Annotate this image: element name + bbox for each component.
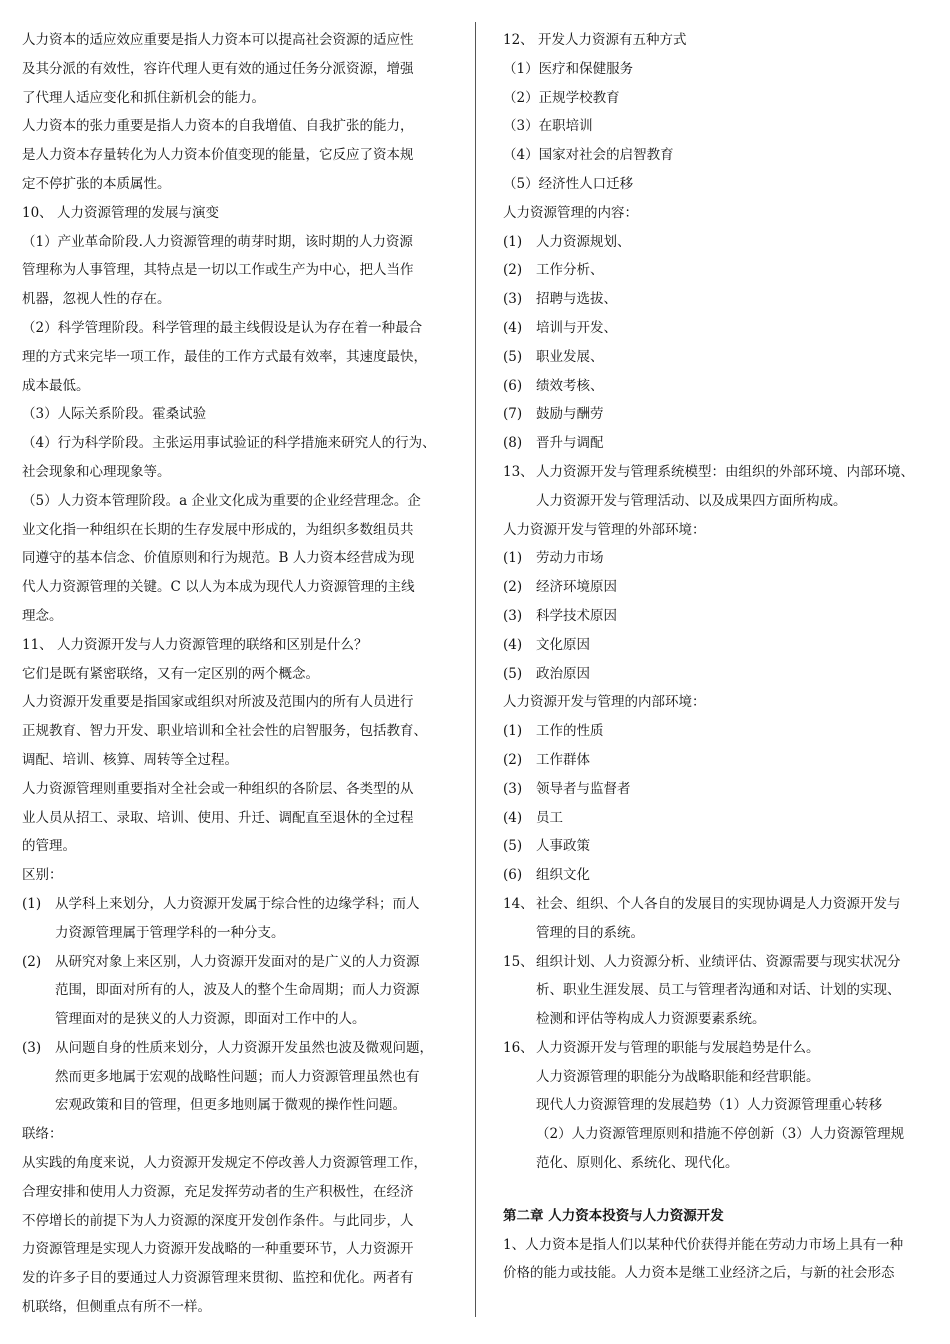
- text-line: [22, 631, 454, 660]
- text-line: [22, 285, 454, 314]
- line-text: 经济环境原因: [536, 579, 617, 596]
- line-text: （2）正规学校教育: [503, 89, 620, 106]
- line-text: 人力资源管理的内容：: [503, 204, 638, 221]
- line-text: 招聘与选拔、: [536, 291, 617, 308]
- text-line: [503, 26, 931, 55]
- text-line: [22, 717, 454, 746]
- text-line: [22, 660, 454, 689]
- line-text: 人力资源管理的职能分为战略职能和经营职能。: [536, 1068, 820, 1085]
- list-number: (4): [503, 636, 523, 653]
- line-text: 从实践的角度来说，人力资源开发规定不停改善人力资源管理工作，: [22, 1155, 427, 1172]
- list-number: (5): [503, 838, 523, 855]
- text-line: [503, 544, 931, 573]
- line-text: 发的许多子目的要通过人力资源管理来贯彻、监控和优化。两者有: [22, 1270, 414, 1287]
- line-text: 工作的性质: [536, 723, 604, 740]
- text-line: [22, 1264, 454, 1293]
- text-line: [22, 55, 454, 84]
- text-line: [22, 429, 454, 458]
- text-line: [22, 458, 454, 487]
- text-line: [503, 746, 931, 775]
- text-line: [22, 919, 454, 948]
- text-line: [503, 832, 931, 861]
- text-line: [503, 861, 931, 890]
- line-text: 职业发展、: [536, 348, 604, 365]
- line-text: （1）产业革命阶段.人力资源管理的萌芽时期，该时期的人力资源: [22, 233, 413, 250]
- text-line: [22, 976, 454, 1005]
- text-line: [22, 775, 454, 804]
- text-line: [503, 84, 931, 113]
- text-line: [22, 948, 454, 977]
- line-text: 业人员从招工、录取、培训、使用、升迁、调配直至退休的全过程: [22, 809, 414, 826]
- text-line: [22, 602, 454, 631]
- text-line: [503, 1149, 931, 1178]
- line-text: 是人力资本存量转化为人力资本价值变现的能量，它反应了资本规: [22, 147, 414, 164]
- list-number: (2): [503, 262, 523, 279]
- text-line: [503, 112, 931, 141]
- text-line: [503, 429, 931, 458]
- line-text: 正规教育、智力开发、职业培训和全社会性的启智服务，包括教育、: [22, 723, 427, 740]
- text-line: [503, 1259, 931, 1288]
- text-line: [22, 199, 454, 228]
- text-line: [22, 343, 454, 372]
- text-line: [503, 314, 931, 343]
- line-text: 不停增长的前提下为人力资源的深度开发创作条件。与此同步，人: [22, 1212, 414, 1229]
- text-line: [503, 1063, 931, 1092]
- text-line: [503, 400, 931, 429]
- text-line: [22, 1293, 454, 1322]
- list-number: 14、: [503, 895, 534, 912]
- text-line: [503, 55, 931, 84]
- line-text: 管理的目的系统。: [536, 924, 644, 941]
- text-line: [503, 573, 931, 602]
- line-text: 人力资源开发重要是指国家或组织对所波及范围内的所有人员进行: [22, 694, 414, 711]
- text-line: [503, 717, 931, 746]
- text-line: [22, 1034, 454, 1063]
- text-line: [503, 660, 931, 689]
- left-text-column: [22, 26, 454, 1322]
- line-text: 范围，即面对所有的人，波及人的整个生命周期；而人力资源: [55, 982, 420, 999]
- line-text: 社会现象和心理现象等。: [22, 463, 171, 480]
- line-text: 劳动力市场: [536, 550, 604, 567]
- list-number: 13、: [503, 463, 534, 480]
- text-line: [503, 1120, 931, 1149]
- line-text: （5）经济性人口迁移: [503, 175, 634, 192]
- text-line: [503, 343, 931, 372]
- text-line: [503, 170, 931, 199]
- text-line: [22, 688, 454, 717]
- line-text: 区别：: [22, 867, 63, 884]
- text-line: [22, 1207, 454, 1236]
- list-number: (8): [503, 435, 523, 452]
- list-number: (1): [503, 550, 523, 567]
- text-line: [22, 1178, 454, 1207]
- line-text: （5）人力资本管理阶段。a 企业文化成为重要的企业经营理念。企: [22, 492, 421, 509]
- line-text: 政治原因: [536, 665, 590, 682]
- list-number: (2): [22, 953, 42, 970]
- line-text: 人事政策: [536, 838, 590, 855]
- text-line: [503, 285, 931, 314]
- line-text: 社会、组织、个人各自的发展目的实现协调是人力资源开发与: [536, 895, 901, 912]
- text-line: [22, 746, 454, 775]
- line-text: 晋升与调配: [536, 435, 604, 452]
- line-text: 管理称为人事管理，其特点是一切以工作或生产为中心，把人当作: [22, 262, 414, 279]
- text-line: [503, 631, 931, 660]
- line-text: （2）科学管理阶段。科学管理的最主线假设是认为存在着一种最合: [22, 319, 423, 336]
- line-text: 力资源管理是实现人力资源开发战略的一种重要环节，人力资源开: [22, 1241, 414, 1258]
- line-text: 及其分派的有效性，容许代理人更有效的通过任务分派资源，增强: [22, 60, 414, 77]
- chapter-heading: [503, 1202, 931, 1231]
- list-number: (1): [22, 895, 42, 912]
- line-text: 人力资源规划、: [536, 233, 631, 250]
- line-text: 调配、培训、核算、周转等全过程。: [22, 751, 238, 768]
- text-line: [22, 314, 454, 343]
- text-line: [22, 861, 454, 890]
- text-line: [22, 544, 454, 573]
- line-text: 管理面对的是狭义的人力资源，即面对工作中的人。: [55, 1011, 366, 1028]
- text-line: [22, 1149, 454, 1178]
- text-line: [503, 804, 931, 833]
- text-line: [503, 199, 931, 228]
- text-line: [22, 573, 454, 602]
- line-text: 组织计划、人力资源分析、业绩评估、资源需要与现实状况分: [536, 953, 901, 970]
- list-number: (5): [503, 665, 523, 682]
- line-text: （3）在职培训: [503, 118, 593, 135]
- line-text: 联络：: [22, 1126, 63, 1143]
- text-line: [503, 890, 931, 919]
- list-number: (2): [503, 579, 523, 596]
- line-text: 人力资源管理则重要指对全社会或一种组织的各阶层、各类型的从: [22, 780, 414, 797]
- text-line: [503, 688, 931, 717]
- list-number: (1): [503, 233, 523, 250]
- line-text: 理念。: [22, 607, 63, 624]
- text-line: [503, 1231, 931, 1260]
- list-number: (3): [22, 1039, 42, 1056]
- text-line: [503, 1034, 931, 1063]
- line-text: 价格的能力或技能。人力资本是继工业经济之后，与新的社会形态: [503, 1265, 895, 1282]
- line-text: 了代理人适应变化和抓住新机会的能力。: [22, 89, 265, 106]
- text-line: [503, 948, 931, 977]
- text-line: [22, 1120, 454, 1149]
- line-text: 从问题自身的性质来划分，人力资源开发虽然也波及微观问题，: [55, 1039, 433, 1056]
- list-number: (4): [503, 319, 523, 336]
- line-text: 领导者与监督者: [536, 780, 631, 797]
- line-text: 定不停扩张的本质属性。: [22, 175, 171, 192]
- line-text: 工作群体: [536, 751, 590, 768]
- line-text: 鼓励与酬劳: [536, 406, 604, 423]
- line-text: （3）人际关系阶段。霍桑试验: [22, 406, 207, 423]
- line-text: 员工: [536, 809, 563, 826]
- column-divider: [475, 22, 476, 1317]
- line-text: 人力资源开发与管理的职能与发展趋势是什么。: [536, 1039, 820, 1056]
- text-line: [503, 487, 931, 516]
- text-line: [22, 400, 454, 429]
- line-text: 10、 人力资源管理的发展与演变: [22, 204, 219, 221]
- text-line: [22, 372, 454, 401]
- line-text: 人力资本的张力重要是指人力资本的自我增值、自我扩张的能力，: [22, 118, 414, 135]
- line-text: 第二章 人力资本投资与人力资源开发: [503, 1207, 724, 1224]
- line-text: 人力资源开发与管理的外部环境：: [503, 521, 706, 538]
- line-text: （4）国家对社会的启智教育: [503, 147, 674, 164]
- line-text: 现代人力资源管理的发展趋势（1）人力资源管理重心转移: [536, 1097, 883, 1114]
- text-line: [503, 1005, 931, 1034]
- line-text: 人力资本的适应效应重要是指人力资本可以提高社会资源的适应性: [22, 32, 414, 48]
- line-text: 析、职业生涯发展、员工与管理者沟通和对话、计划的实现、: [536, 982, 901, 999]
- line-text: 代人力资源管理的关键。C 以人为本成为现代人力资源管理的主线: [22, 579, 415, 596]
- text-line: [22, 170, 454, 199]
- line-text: 12、 开发人力资源有五种方式: [503, 32, 687, 48]
- list-number: (6): [503, 867, 523, 884]
- text-line: [22, 84, 454, 113]
- text-line: [22, 1005, 454, 1034]
- line-text: 机联络，但侧重点有所不一样。: [22, 1299, 211, 1316]
- right-text-column: [503, 26, 931, 1288]
- list-number: (3): [503, 291, 523, 308]
- list-number: (6): [503, 377, 523, 394]
- text-line: [22, 1235, 454, 1264]
- line-text: 宏观政策和目的管理，但更多地则属于微观的操作性问题。: [55, 1097, 406, 1114]
- line-text: 人力资源开发与管理系统模型：由组织的外部环境、内部环境、: [536, 463, 914, 480]
- text-line: [503, 775, 931, 804]
- text-line: [503, 228, 931, 257]
- text-line: [22, 804, 454, 833]
- list-number: 16、: [503, 1039, 534, 1056]
- list-number: (5): [503, 348, 523, 365]
- line-text: 检测和评估等构成人力资源要素系统。: [536, 1011, 766, 1028]
- text-line: [503, 372, 931, 401]
- line-text: 培训与开发、: [536, 319, 617, 336]
- list-number: (2): [503, 751, 523, 768]
- line-text: 力资源管理属于管理学科的一种分支。: [55, 924, 285, 941]
- line-text: （2）人力资源管理原则和措施不停创新（3）人力资源管理规: [536, 1126, 905, 1143]
- line-text: 11、 人力资源开发与人力资源管理的联络和区别是什么？: [22, 636, 368, 653]
- line-text: （4）行为科学阶段。主张运用事试验证的科学措施来研究人的行为、: [22, 435, 436, 452]
- text-line: [22, 112, 454, 141]
- text-line: [22, 1063, 454, 1092]
- line-text: 人力资源开发与管理的内部环境：: [503, 694, 706, 711]
- text-line: [22, 26, 454, 55]
- line-text: 合理安排和使用人力资源，充足发挥劳动者的生产积极性，在经济: [22, 1183, 414, 1200]
- text-line: [503, 976, 931, 1005]
- text-line: [503, 458, 931, 487]
- list-number: (1): [503, 723, 523, 740]
- text-line: [503, 1091, 931, 1120]
- line-text: （1）医疗和保健服务: [503, 60, 634, 77]
- text-line: [503, 256, 931, 285]
- line-text: 机器，忽视人性的存在。: [22, 291, 171, 308]
- text-line: [22, 516, 454, 545]
- list-number: 15、: [503, 953, 534, 970]
- line-text: 绩效考核、: [536, 377, 604, 394]
- text-line: [22, 890, 454, 919]
- line-text: 理的方式来完毕一项工作，最佳的工作方式最有效率，其速度最快，: [22, 348, 427, 365]
- line-text: 人力资源开发与管理活动、以及成果四方面所构成。: [536, 492, 847, 509]
- line-text: 组织文化: [536, 867, 590, 884]
- line-text: 文化原因: [536, 636, 590, 653]
- list-number: (3): [503, 780, 523, 797]
- text-line: [22, 141, 454, 170]
- list-number: (4): [503, 809, 523, 826]
- text-line: [22, 1091, 454, 1120]
- section-spacer: [503, 1178, 931, 1202]
- line-text: 成本最低。: [22, 377, 90, 394]
- text-line: [22, 487, 454, 516]
- line-text: 工作分析、: [536, 262, 604, 279]
- text-line: [503, 919, 931, 948]
- line-text: 它们是既有紧密联络，又有一定区别的两个概念。: [22, 665, 319, 682]
- text-line: [503, 602, 931, 631]
- line-text: 科学技术原因: [536, 607, 617, 624]
- text-line: [503, 141, 931, 170]
- line-text: 的管理。: [22, 838, 76, 855]
- line-text: 然而更多地属于宏观的战略性问题；而人力资源管理虽然也有: [55, 1068, 420, 1085]
- line-text: 业文化指一种组织在长期的生存发展中形成的，为组织多数组员共: [22, 521, 414, 538]
- list-number: (3): [503, 607, 523, 624]
- text-line: [22, 256, 454, 285]
- line-text: 从研究对象上来区别，人力资源开发面对的是广义的人力资源: [55, 953, 420, 970]
- line-text: 范化、原则化、系统化、现代化。: [536, 1155, 739, 1172]
- list-number: (7): [503, 406, 523, 423]
- text-line: [22, 228, 454, 257]
- text-line: [22, 832, 454, 861]
- line-text: 从学科上来划分，人力资源开发属于综合性的边缘学科；而人: [55, 895, 420, 912]
- line-text: 同遵守的基本信念、价值原则和行为规范。B 人力资本经营成为现: [22, 550, 415, 567]
- text-line: [503, 516, 931, 545]
- line-text: 1、人力资本是指人们以某种代价获得并能在劳动力市场上具有一种: [503, 1236, 904, 1253]
